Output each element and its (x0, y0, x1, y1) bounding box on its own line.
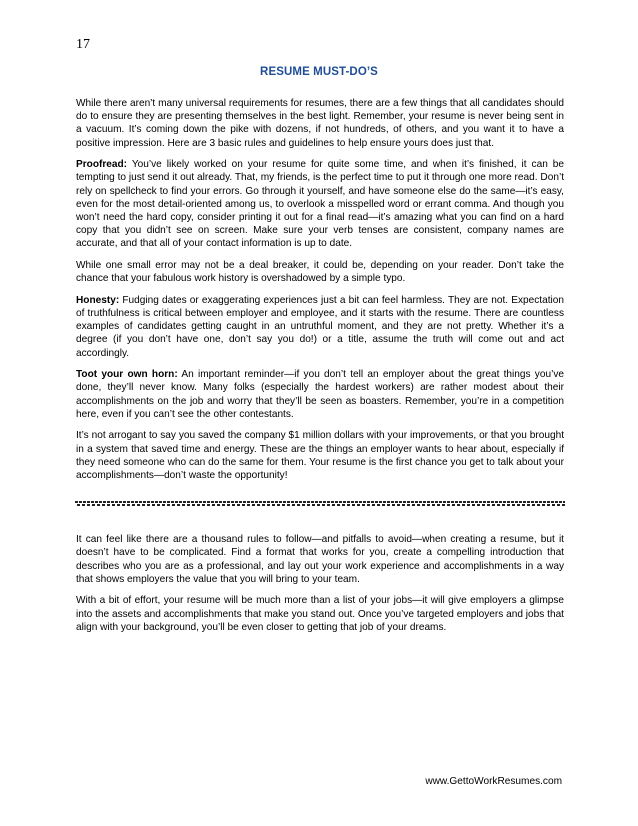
paragraph-toot-your-own-horn (76, 368, 564, 421)
paragraph-text: Fudging dates or exaggerating experiences just a bit can feel harmless. They are not. Expectation of truthfulness is critical between employer and employee, and it starts with the resume. There are countless examples of candidates getting caught in an untruthful moment, and they are not pretty. Whether it’s a degree (if you don’t have one, don’t say you do!) or a title, assume the truth will come out and act accordingly. (76, 294, 564, 359)
paragraph-text: With a bit of effort, your resume will be much more than a list of your jobs—it will give employers a glimpse into the assets and accomplishments that make you stand out. Once you’ve targeted employers and jobs that align with your background, you’ll be even closer to getting that job of your dreams. (76, 595, 564, 633)
paragraph-small-error (76, 259, 564, 285)
page-number: 17 (76, 37, 90, 52)
paragraph-intro (76, 97, 564, 150)
paragraph-text: While there aren’t many universal requirements for resumes, there are a few things that all candidates should do to ensure they are presenting themselves in the best light. Remember, your resume is never being sent in a vacuum. It’s coming down the pike with dozens, if not hundreds, of others, and you want it to have a positive impression. Here are 3 basic rules and guidelines to help ensure yours does just that. (76, 98, 564, 149)
paragraph-text: While one small error may not be a deal breaker, it could be, depending on your reader. Don’t take the chance that your fabulous work history is overshadowed by a simple typo. (76, 260, 564, 285)
section-divider (75, 501, 565, 506)
paragraph-label: Honesty: (76, 294, 120, 306)
paragraph-label: Proofread: (76, 159, 128, 171)
paragraph-text: It can feel like there are a thousand rules to follow—and pitfalls to avoid—when creating a resume, but it doesn’t have to be complicated. Find a format that works for you, create a compelling introduction that describes who you are as a professional, and lay out your work experience and accomplishments in a way that shows employers the value that you will bring to your team. (76, 534, 564, 585)
page-title: RESUME MUST-DO’S (260, 66, 378, 78)
paragraph-closing-rules (76, 533, 564, 586)
paragraph-label: Toot your own horn: (76, 369, 178, 381)
document-body (76, 97, 564, 642)
paragraph-text: An important reminder—if you don’t tell an employer about the great things you’ve done, they’ll never know. Many folks (especially the hardest workers) are rather modest about their accomplishments on the job and worry that they’ll be seen as boasters. Remember, you’re in a competition here, even if you can’t see the other contestants. (76, 369, 564, 420)
paragraph-text: You’ve likely worked on your resume for quite some time, and when it’s finished, it can be tempting to just send it out already. That, my friends, is the perfect time to put it through one more read. Don’t rely on spellcheck to find your errors. Go through it yourself, and have someone else do the same—it’s easy, even for the most detail-oriented among us, to overlook a misspelled word or errant comma. And though you won’t need the hard copy, consider printing it out for a final read—it’s amazing what you can find on a hard copy that you didn’t see on screen. Make sure your verb tenses are consistent, company names are accurate, and that all of your contact information is up to date. (76, 159, 564, 250)
paragraph-closing-effort (76, 594, 564, 634)
paragraph-not-arrogant (76, 429, 564, 482)
paragraph-text: It’s not arrogant to say you saved the company $1 million dollars with your improvements, or that you brought in a system that saved time and energy. These are the things an employer wants to hear about, especially if they need someone who can do the same for them. Your resume is the first chance you get to talk about your accomplishments—don’t waste the opportunity! (76, 430, 564, 482)
paragraph-proofread (76, 158, 564, 250)
paragraph-honesty (76, 294, 564, 360)
footer-url: www.GettoWorkResumes.com (425, 776, 562, 787)
